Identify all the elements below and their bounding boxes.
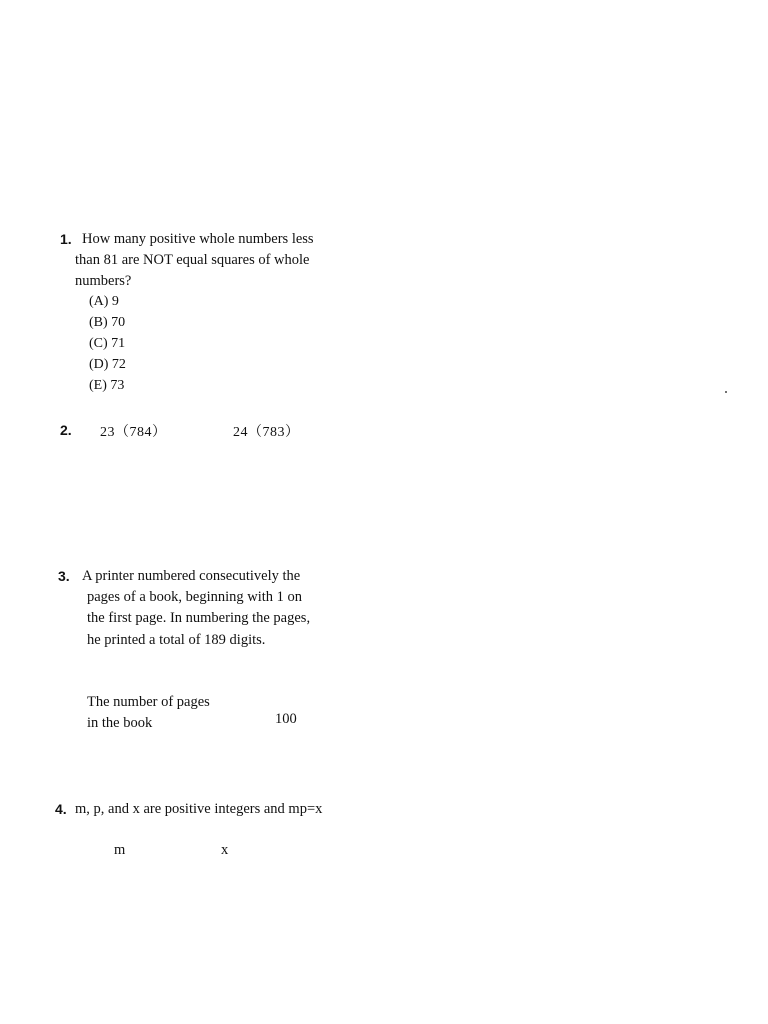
- question-1-text-line-3: numbers?: [75, 273, 132, 289]
- question-2-column-b: 24（783）: [233, 425, 300, 440]
- question-4-column-b: x: [221, 842, 229, 858]
- question-3-column-b: 100: [275, 711, 297, 727]
- question-1-text-line-1: How many positive whole numbers less: [82, 231, 314, 247]
- question-3-column-a-line-2: in the book: [87, 715, 153, 731]
- question-1-text-line-2: than 81 are NOT equal squares of whole: [75, 252, 310, 268]
- question-2-column-a: 23（784）: [100, 425, 167, 440]
- question-3-text-line-3: the first page. In numbering the pages,: [87, 610, 311, 626]
- question-1-choice-b: (B) 70: [89, 315, 126, 330]
- question-3-text-line-1: A printer numbered consecutively the: [82, 568, 301, 584]
- question-1-choice-c: (C) 71: [89, 336, 126, 351]
- question-3-column-a-line-1: The number of pages: [87, 694, 210, 710]
- stray-dot-mark: [725, 391, 727, 393]
- question-1-choice-d: (D) 72: [89, 357, 126, 372]
- question-2-number: 2.: [60, 422, 72, 438]
- question-4-column-a: m: [114, 842, 126, 858]
- question-3-number: 3.: [58, 568, 70, 584]
- question-1-choice-a: (A) 9: [89, 294, 119, 309]
- question-1-number: 1.: [60, 231, 72, 247]
- question-4-text-line-1: m, p, and x are positive integers and mp=x: [75, 801, 323, 817]
- question-4-number: 4.: [55, 801, 67, 817]
- question-1-choice-e: (E) 73: [89, 378, 125, 393]
- question-3-text-line-4: he printed a total of 189 digits.: [87, 632, 266, 648]
- question-3-text-line-2: pages of a book, beginning with 1 on: [87, 589, 303, 605]
